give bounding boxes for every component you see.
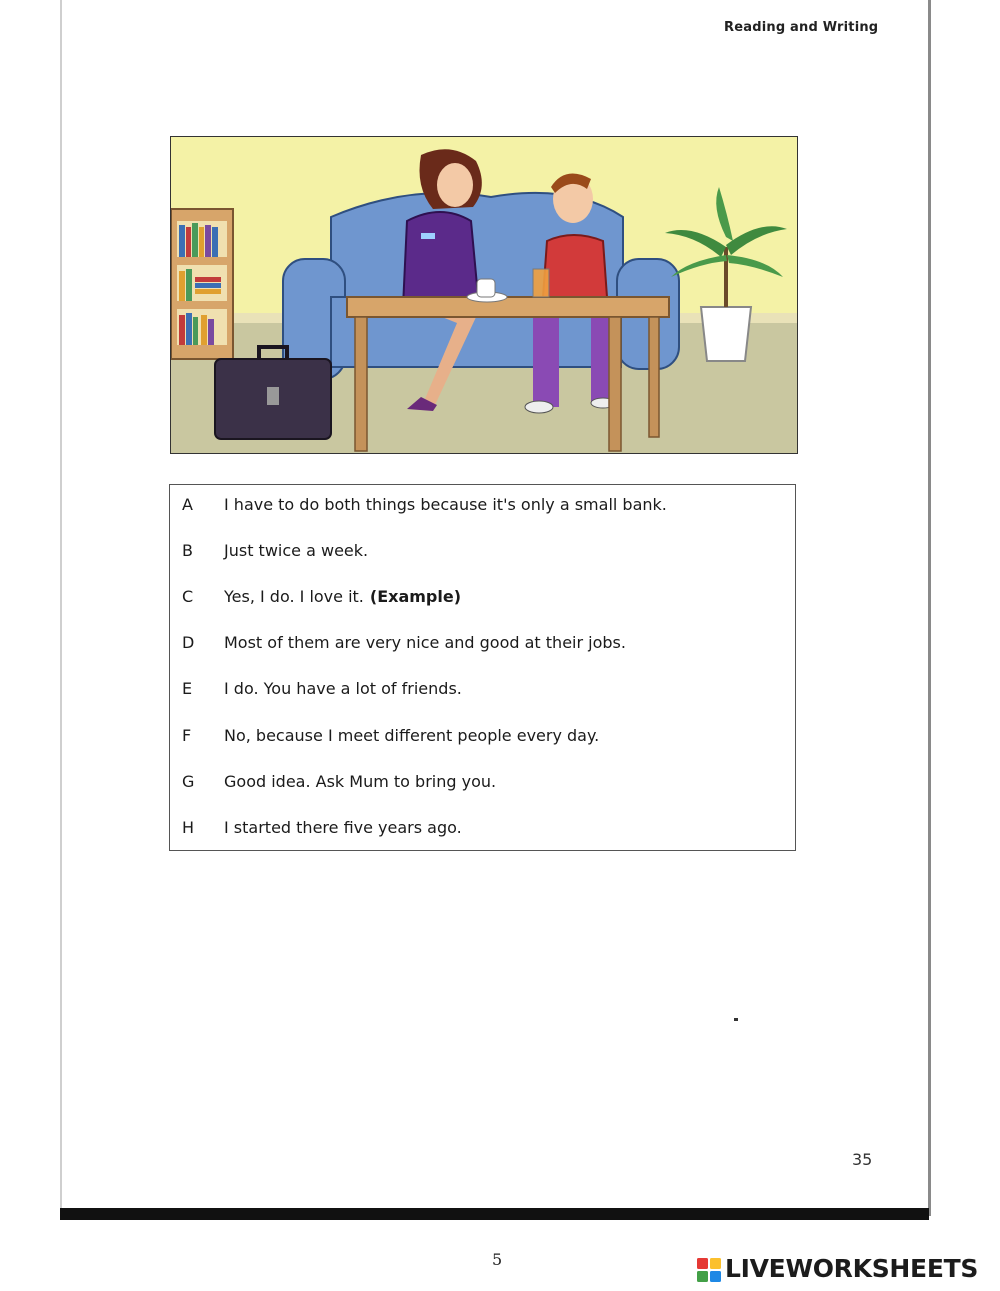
option-letter: D (182, 633, 195, 652)
option-c (170, 587, 790, 617)
option-text: I have to do both things because it's only a small bank. (224, 495, 667, 514)
answer-options-box (169, 484, 796, 851)
illustration-woman-and-boy-at-table (170, 136, 798, 454)
option-text: I started there five years ago. (224, 818, 462, 837)
option-text: I do. You have a lot of friends. (224, 679, 462, 698)
option-letter: F (182, 726, 192, 745)
option-h (170, 818, 790, 848)
option-e (170, 679, 790, 709)
brand-name: LIVEWORKSHEETS (725, 1254, 979, 1283)
option-text: Just twice a week. (224, 541, 369, 560)
book-page-number: 35 (852, 1150, 873, 1169)
option-b (170, 541, 790, 571)
option-letter: C (182, 587, 194, 606)
liveworksheets-logo[interactable] (697, 1254, 997, 1284)
scan-speck (734, 1018, 738, 1021)
worksheet-page-number: 5 (492, 1250, 503, 1269)
illustration-svg (171, 137, 798, 454)
option-text: Good idea. Ask Mum to bring you. (224, 772, 497, 791)
option-letter: E (182, 679, 193, 698)
section-title: Reading and Writing (724, 20, 879, 35)
scan-edge (60, 1208, 929, 1220)
option-f (170, 726, 790, 756)
bookcase (171, 209, 233, 359)
option-letter: A (182, 495, 193, 514)
option-a (170, 495, 790, 525)
example-marker: (Example) (369, 587, 462, 606)
option-text: Most of them are very nice and good at their jobs. (224, 633, 626, 652)
option-g (170, 772, 790, 802)
option-text: No, because I meet different people every day. (224, 726, 600, 745)
option-letter: G (182, 772, 195, 791)
option-d (170, 633, 790, 663)
liveworksheets-mark-icon (697, 1258, 721, 1282)
briefcase (215, 347, 331, 439)
option-letter: H (182, 818, 195, 837)
option-text: Yes, I do. I love it. (Example) (224, 587, 462, 606)
option-letter: B (182, 541, 193, 560)
